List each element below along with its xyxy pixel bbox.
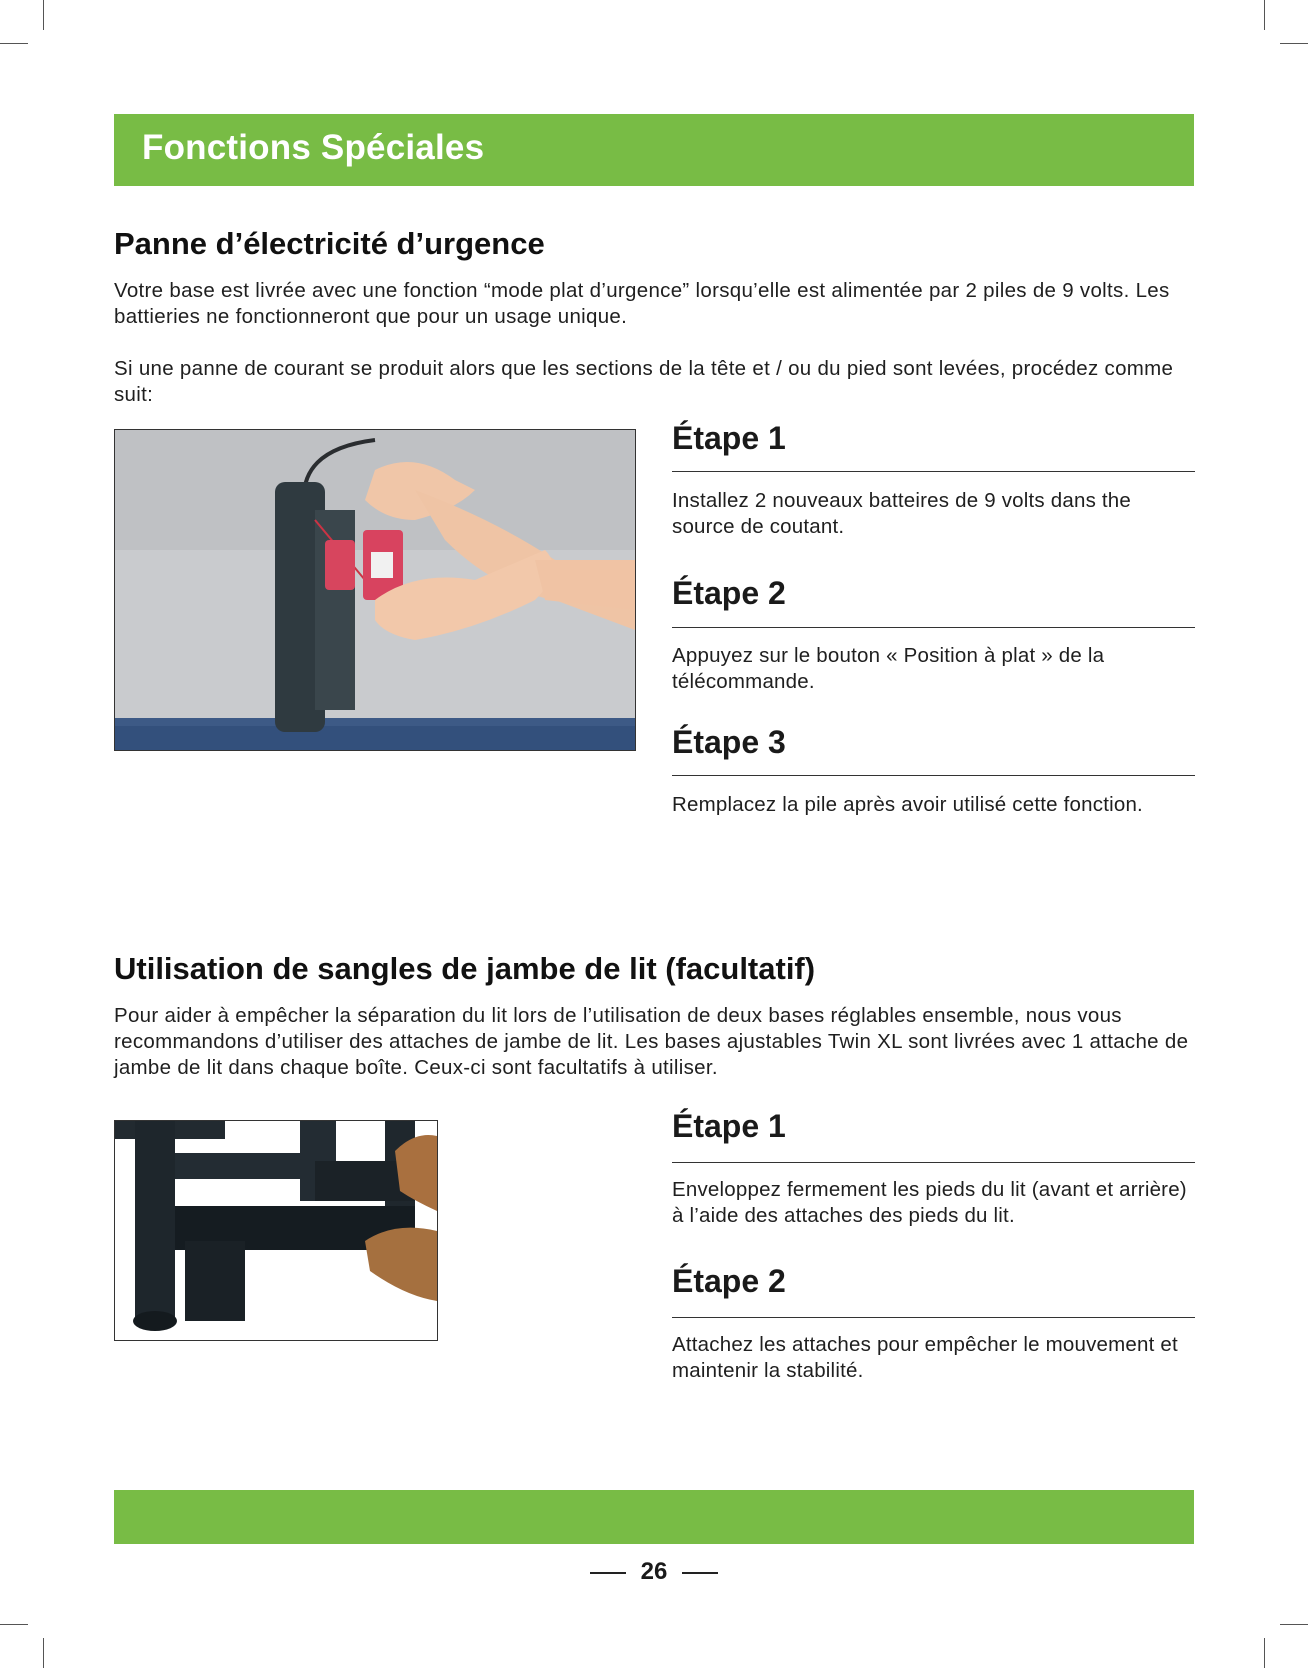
s1-step1-divider xyxy=(672,471,1195,472)
battery-photo-illustration xyxy=(115,430,635,750)
s2-step2-title: Étape 2 xyxy=(672,1263,786,1299)
s1-step3-text: Remplacez la pile après avoir utilisé cette fonction. xyxy=(672,793,1143,816)
section1-intro-paragraph: Votre base est livrée avec une fonction “mode plat d’urgence” lorsqu’elle est alimentée par 2 piles de 9 volts. Les battieries ne fonctionneront que pour un usage unique. xyxy=(114,279,1170,328)
s2-step1-text: Enveloppez fermement les pieds du lit (avant et arrière) à l’aide des attaches des pieds du lit. xyxy=(672,1178,1187,1227)
crop-mark xyxy=(1264,0,1265,30)
s2-step2-text: Attachez les attaches pour empêcher le mouvement et maintenir la stabilité. xyxy=(672,1333,1178,1382)
crop-mark xyxy=(1280,43,1308,44)
section-title-leg-straps: Utilisation de sangles de jambe de lit (facultatif) xyxy=(114,951,816,986)
s1-step3-divider xyxy=(672,775,1195,776)
header-bar xyxy=(114,114,1194,186)
s2-step1-divider xyxy=(672,1162,1195,1163)
s1-step2-title: Étape 2 xyxy=(672,575,786,611)
s1-step2-text: Appuyez sur le bouton « Position à plat » de la télécommande. xyxy=(672,644,1105,693)
crop-mark xyxy=(1264,1638,1265,1668)
s1-step2-divider xyxy=(672,627,1195,628)
battery-installation-photo xyxy=(114,429,636,751)
page-title: Fonctions Spéciales xyxy=(142,128,485,167)
section2-intro-paragraph: Pour aider à empêcher la séparation du lit lors de l’utilisation de deux bases réglables ensemble, nous vous recommandons d’utiliser des attaches de jambe de lit. Les bases ajustables Twin XL sont livrées avec 1 attache de jambe de lit dans chaque boîte. Ceux-ci sont facultatifs à utiliser. xyxy=(114,1004,1189,1079)
page-number: 26 xyxy=(640,1558,668,1585)
crop-mark xyxy=(1280,1624,1308,1625)
section-title-power-outage: Panne d’électricité d’urgence xyxy=(114,226,545,261)
s1-step1-title: Étape 1 xyxy=(672,420,786,456)
leg-strap-photo xyxy=(114,1120,438,1341)
crop-mark xyxy=(0,1624,28,1625)
s1-step1-text: Installez 2 nouveaux batteires de 9 volts dans the source de coutant. xyxy=(672,489,1132,538)
s2-step1-title: Étape 1 xyxy=(672,1108,786,1144)
crop-mark xyxy=(0,43,28,44)
crop-mark xyxy=(43,1638,44,1668)
footer-bar xyxy=(114,1490,1194,1544)
crop-mark xyxy=(43,0,44,30)
section1-procedure-paragraph: Si une panne de courant se produit alors que les sections de la tête et / ou du pied sont levées, procédez comme suit: xyxy=(114,357,1174,406)
page-number-dash-right xyxy=(682,1572,718,1574)
page-number-block xyxy=(590,1558,718,1588)
s1-step3-title: Étape 3 xyxy=(672,724,786,760)
leg-strap-illustration xyxy=(115,1121,437,1340)
s2-step2-divider xyxy=(672,1317,1195,1318)
